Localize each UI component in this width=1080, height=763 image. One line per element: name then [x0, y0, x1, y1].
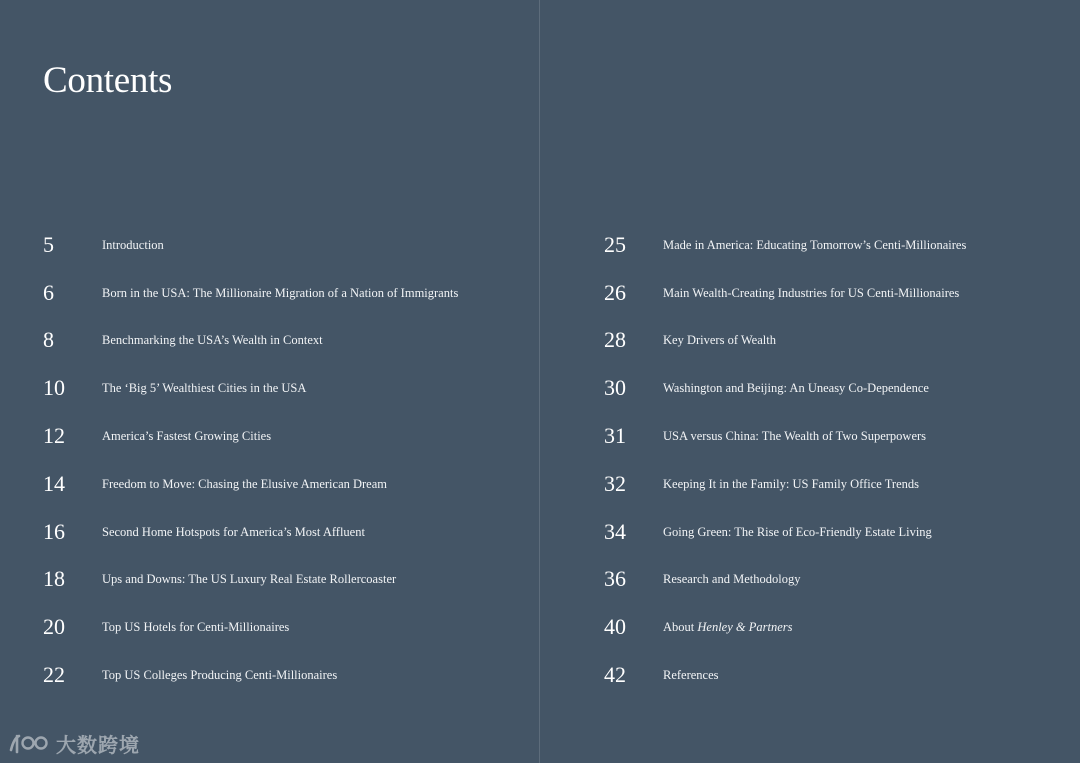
- toc-entry[interactable]: [43, 221, 458, 269]
- toc-entry[interactable]: [43, 651, 458, 699]
- toc-entry[interactable]: [43, 412, 458, 460]
- toc-page-number: 34: [604, 518, 626, 544]
- toc-entry[interactable]: [604, 412, 966, 460]
- toc-entry[interactable]: [43, 603, 458, 651]
- toc-entry-title: Benchmarking the USA’s Wealth in Context: [102, 333, 323, 348]
- toc-page-number: 22: [43, 662, 65, 688]
- toc-entry-title: The ‘Big 5’ Wealthiest Cities in the USA: [102, 381, 307, 396]
- toc-entry-title: Introduction: [102, 237, 164, 252]
- page-title: Contents: [43, 60, 173, 101]
- toc-entry-title: America’s Fastest Growing Cities: [102, 429, 272, 444]
- toc-page-number: 25: [604, 231, 626, 257]
- toc-entry[interactable]: [604, 221, 966, 269]
- toc-entry-title-brand: Henley & Partners: [697, 620, 793, 635]
- toc-page-number: 6: [43, 279, 54, 305]
- toc-entry[interactable]: [604, 460, 966, 508]
- toc-entry[interactable]: [604, 603, 966, 651]
- toc-entry-title: Freedom to Move: Chasing the Elusive American Dream: [102, 476, 388, 491]
- toc-page-number: 32: [604, 470, 626, 496]
- toc-entry-title: Going Green: The Rise of Eco-Friendly Estate Living: [663, 524, 932, 539]
- toc-page-number: 40: [604, 614, 626, 640]
- toc-entry-title: References: [663, 668, 719, 683]
- toc-page-number: 18: [43, 566, 65, 592]
- toc-entry[interactable]: [604, 556, 966, 604]
- toc-page-number: 20: [43, 614, 65, 640]
- toc-entry[interactable]: [604, 508, 966, 556]
- toc-page-number: 10: [43, 375, 65, 401]
- toc-page-number: 26: [604, 279, 626, 305]
- toc-entry-title: Key Drivers of Wealth: [663, 333, 776, 348]
- toc-entry-title: Top US Hotels for Centi-Millionaires: [102, 620, 290, 635]
- toc-page-number: 31: [604, 423, 626, 449]
- watermark: [8, 729, 140, 757]
- toc-entry-title: USA versus China: The Wealth of Two Superpowers: [663, 429, 927, 444]
- toc-entry-title: Keeping It in the Family: US Family Office Trends: [663, 476, 920, 491]
- toc-entry[interactable]: [43, 317, 458, 365]
- toc-list-left: [43, 221, 458, 699]
- toc-entry-title: Born in the USA: The Millionaire Migration of a Nation of Immigrants: [102, 285, 459, 300]
- toc-entry-title-prefix: About: [663, 620, 698, 635]
- toc-entry-title: Second Home Hotspots for America’s Most Affluent: [102, 524, 365, 539]
- toc-entry-title: Ups and Downs: The US Luxury Real Estate Rollercoaster: [102, 572, 397, 587]
- toc-entry-title: [663, 619, 793, 635]
- toc-entry[interactable]: [43, 556, 458, 604]
- toc-page-number: 28: [604, 327, 626, 353]
- toc-page-number: 12: [43, 423, 65, 449]
- dashujukuajing-logo-icon: [8, 730, 52, 756]
- toc-entry-title: Top US Colleges Producing Centi-Millionaires: [102, 668, 338, 683]
- toc-page-number: 36: [604, 566, 626, 592]
- toc-list-right: [604, 221, 966, 699]
- toc-entry[interactable]: [604, 651, 966, 699]
- toc-page-number: 5: [43, 231, 54, 257]
- toc-entry[interactable]: [43, 508, 458, 556]
- toc-entry-title: Made in America: Educating Tomorrow’s Centi-Millionaires: [663, 237, 967, 252]
- watermark-text: 大数跨境: [56, 732, 140, 757]
- toc-entry-title: Main Wealth-Creating Industries for US Centi-Millionaires: [663, 285, 960, 300]
- toc-page-number: 16: [43, 518, 65, 544]
- right-page: [540, 0, 1080, 763]
- toc-entry[interactable]: [43, 460, 458, 508]
- toc-entry[interactable]: [43, 269, 458, 317]
- toc-entry-title: Washington and Beijing: An Uneasy Co-Dependence: [663, 381, 929, 396]
- toc-entry[interactable]: [604, 269, 966, 317]
- toc-entry[interactable]: [43, 364, 458, 412]
- toc-entry[interactable]: [604, 364, 966, 412]
- toc-page-number: 14: [43, 470, 65, 496]
- toc-entry[interactable]: [604, 317, 966, 365]
- toc-page-number: 42: [604, 662, 626, 688]
- toc-page-number: 30: [604, 375, 626, 401]
- toc-entry-title: Research and Methodology: [663, 572, 801, 587]
- toc-page-number: 8: [43, 327, 54, 353]
